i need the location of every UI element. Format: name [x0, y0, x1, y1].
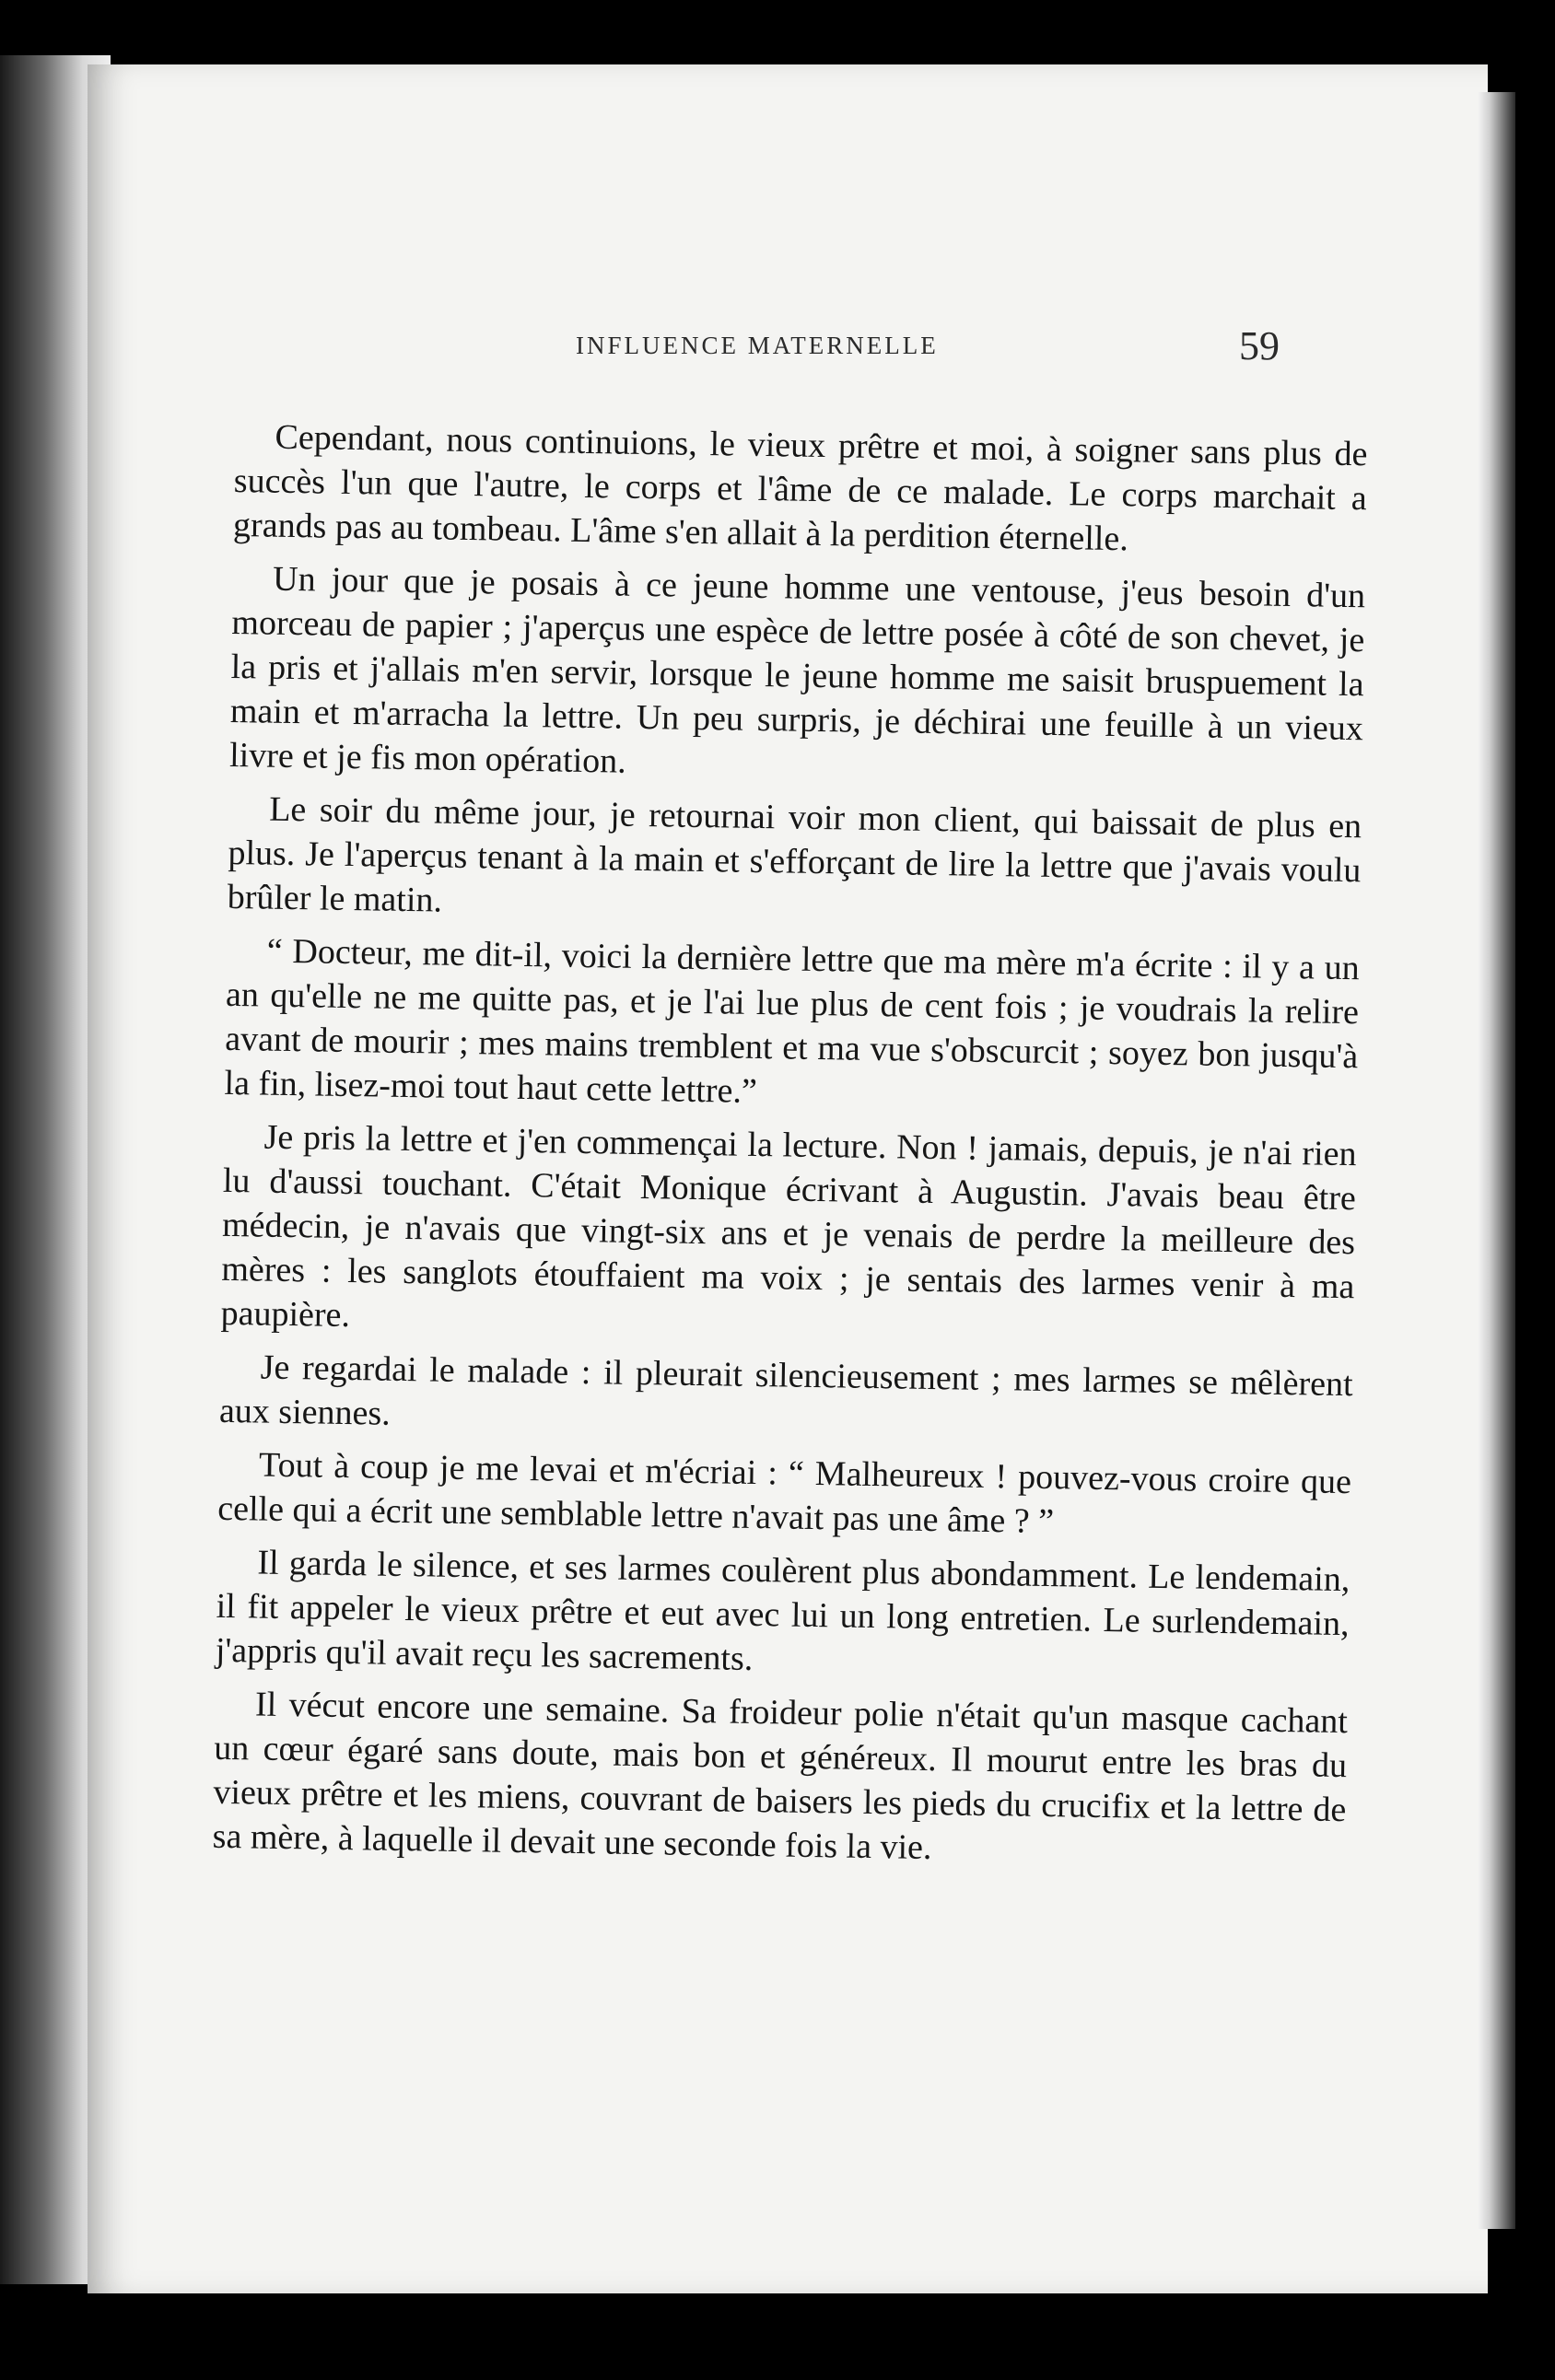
paragraph: Cependant, nous continuions, le vieux prêtre et moi, à soigner sans plus de succès l'un que l'autre, le corps et l'âme de ce malade. Le corps marchait a grands pas au tombeau. L'âme s'en allait à la perdition éternelle.	[232, 417, 1368, 559]
paragraph: “ Docteur, me dit-il, voici la dernière lettre que ma mère m'a écrite : il y a un an qu'elle ne me quitte pas, et je l'ai lue plus de cent fois ; je voudrais la relire avant de mourir ; mes mains tremblent et ma vue s'obscurcit ; soyez bon jusqu'à la fin, lisez-moi tout haut cette lettre.”	[224, 931, 1361, 1111]
paragraph: Il vécut encore une semaine. Sa froideur polie n'était qu'un masque cachant un cœur égaré sans doute, mais bon et généreux. Il mourut entre les bras du vieux prêtre et les miens, couvrant de baisers les pieds du crucifix et la lettre de sa mère, à laquelle il devait une seconde fois la vie.	[212, 1685, 1349, 1868]
body-text	[212, 414, 1368, 1885]
paragraph: Je regardai le malade : il pleurait silencieusement ; mes larmes se mêlèrent aux siennes.	[218, 1348, 1353, 1433]
paragraph: Le soir du même jour, je retournai voir mon client, qui baissait de plus en plus. Je l'aperçus tenant à la main et s'efforçant de lire la lettre que j'avais voulu brûler le matin.	[227, 789, 1362, 920]
page-number: 59	[1239, 323, 1280, 368]
paragraph: Je pris la lettre et j'en commençai la lecture. Non ! jamais, depuis, je n'ai rien lu d'aussi touchant. C'était Monique écrivant à Augustin. J'avais beau être médecin, je n'avais que vingt-six ans et je venais de perdre la meilleure des mères : les sanglots étouffaient ma voix ; je sentais des larmes venir à ma paupière.	[220, 1117, 1357, 1336]
running-title: INFLUENCE MATERNELLE	[576, 332, 939, 359]
paragraph: Un jour que je posais à ce jeune homme une ventouse, j'eus besoin d'un morceau de papier ; j'aperçus une espèce de lettre posée à côté de son chevet, je la pris et j'allais m'en servir, lorsque le jeune homme me saisit bruspuement la main et m'arracha la lettre. Un peu surpris, je déchirai une feuille à un vieux livre et je fis mon opération.	[228, 559, 1366, 781]
page-stack-edge	[1479, 92, 1515, 2229]
book-page	[88, 64, 1488, 2293]
page-header	[88, 323, 1488, 387]
paragraph: Tout à coup je me levai et m'écriai : “ Malheureux ! pouvez-vous croire que celle qui a écrit une semblable lettre n'avait pas une âme ? ”	[217, 1445, 1352, 1542]
paragraph: Il garda le silence, et ses larmes coulèrent plus abondamment. Le lendemain, il fit appeler le vieux prêtre et eut avec lui un long entretien. Le surlendemain, j'appris qu'il avait reçu les sacrements.	[215, 1543, 1350, 1678]
